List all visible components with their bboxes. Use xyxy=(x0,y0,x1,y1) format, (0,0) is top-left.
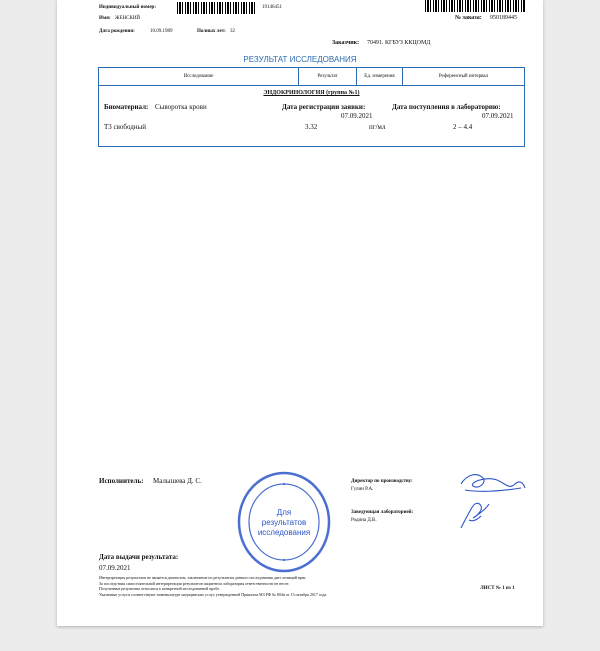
stamp-line-1: Для xyxy=(276,508,292,517)
col-header-unit: Ед. измерения xyxy=(357,68,403,86)
director-label: Директор по производству: xyxy=(351,479,413,484)
lab-date-label: Дата поступления в лабораторию: xyxy=(392,103,501,111)
order-value: 950189445 xyxy=(490,15,517,21)
issue-date-value: 07.09.2021 xyxy=(99,564,131,572)
stamp-line-2: результатов xyxy=(261,518,307,527)
order-label: № заказа: xyxy=(455,15,482,21)
name-label: Имя: xyxy=(99,16,111,21)
birth-date-value: 10.09.1989 xyxy=(150,29,173,34)
row-unit: пг/мл xyxy=(369,123,386,131)
row-result: 3.32 xyxy=(305,123,318,131)
reg-date-value: 07.09.2021 xyxy=(341,112,373,120)
individual-number-value: 19146451 xyxy=(262,5,282,10)
individual-number-label: Индивидуальный номер: xyxy=(99,5,156,10)
lab-date-value: 07.09.2021 xyxy=(482,112,514,120)
col-header-result: Результат xyxy=(299,68,357,86)
director-value: Гулин Р.А. xyxy=(351,487,374,492)
biomaterial-value: Сыворотка крови xyxy=(155,103,207,111)
col-header-test: Исследование xyxy=(99,68,299,86)
name-value: ЖЕНСКИЙ xyxy=(115,16,141,21)
footnote-line: За последствия самостоятельной интерпретации результатов пациентом лаборатория ответственности не несет. xyxy=(99,580,290,586)
sheet-number: ЛИСТ № 1 из 1 xyxy=(480,586,515,591)
head-value: Родина Д.В. xyxy=(351,518,377,523)
customer-value: 70491. КГБУЗ ККЦОМД xyxy=(367,40,431,46)
head-label: Заведующая лабораторией: xyxy=(351,510,414,515)
footnotes xyxy=(99,575,327,597)
result-title: РЕЗУЛЬТАТ ИССЛЕДОВАНИЯ xyxy=(243,55,357,64)
col-header-ref: Референсный интервал xyxy=(403,68,524,86)
executor-value: Малышева Д. С. xyxy=(153,477,202,485)
barcode-individual xyxy=(177,2,257,14)
director-signature xyxy=(457,468,529,496)
biomaterial-label: Биоматериал: xyxy=(104,103,149,111)
customer-label: Заказчик: xyxy=(332,40,360,46)
footnote-line: Указанные услуги соответствуют номенклатуре медицинских услуг, утвержденной Приказом МЗ РФ № 804н от 13 октября 2017 года. xyxy=(99,591,328,597)
footnote-line: Интерпретация результатов не является диагнозом, заключение по результатам данного исследования дает лечащий врач. xyxy=(99,575,307,580)
issue-date-label: Дата выдачи результата: xyxy=(99,553,179,561)
stamp-line-3: исследования xyxy=(257,528,311,537)
section-title: ЭНДОКРИНОЛОГИЯ (группа №1) xyxy=(263,90,360,96)
reg-date-label: Дата регистрации заявки: xyxy=(282,103,366,111)
stamp-seal xyxy=(235,470,333,574)
row-test-name: Т3 свободный xyxy=(104,123,147,131)
document-page xyxy=(57,0,543,626)
barcode-order xyxy=(425,0,525,12)
birth-date-label: Дата рождения: xyxy=(99,29,135,34)
footnote-line: Полученные результаты относятся к конкретной исследованной пробе. xyxy=(99,586,220,591)
age-value: 32 xyxy=(230,29,235,34)
executor-label: Исполнитель: xyxy=(99,477,144,485)
results-table xyxy=(98,67,525,147)
row-ref: 2 – 4.4 xyxy=(453,123,473,131)
age-label: Полных лет: xyxy=(197,29,226,34)
head-signature xyxy=(455,498,495,532)
